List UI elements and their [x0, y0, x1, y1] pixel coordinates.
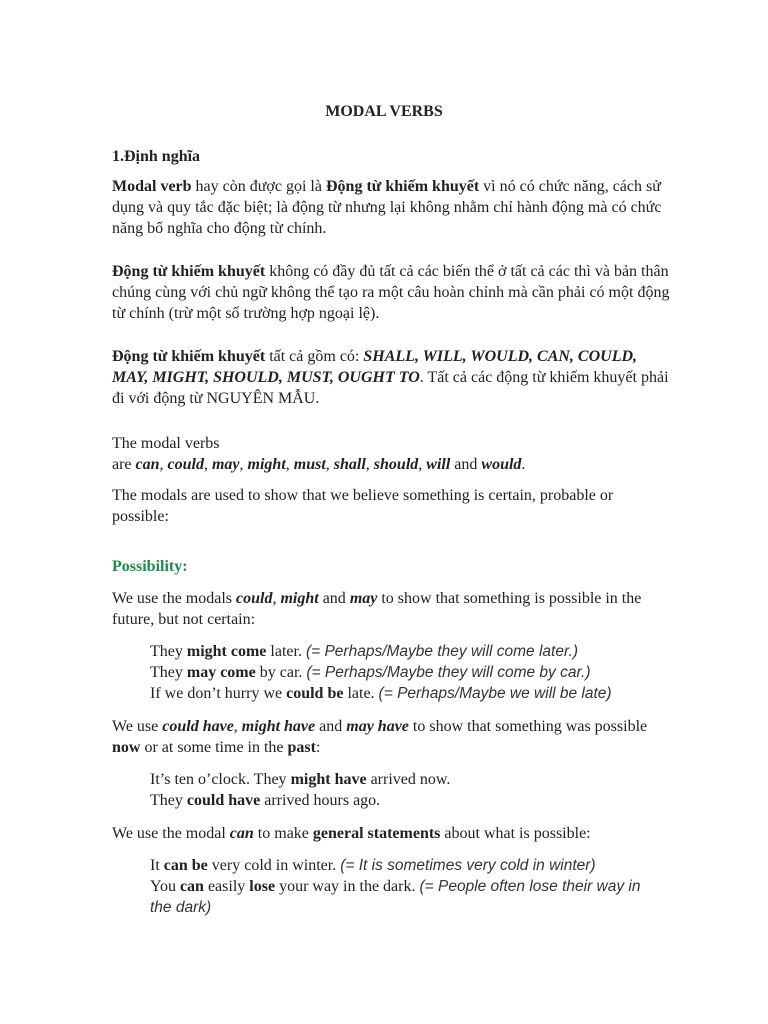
- modal-must: must: [293, 456, 326, 473]
- text: about what is possible:: [440, 825, 591, 842]
- text: ,: [365, 456, 374, 473]
- text: to make: [253, 825, 313, 842]
- example-line: [150, 683, 690, 704]
- example-line: [150, 876, 650, 918]
- text: We use: [112, 718, 163, 735]
- keyword-past: past: [287, 739, 316, 756]
- keyword-general-statements: general statements: [312, 825, 441, 842]
- text: ,: [325, 456, 334, 473]
- text: and: [315, 718, 347, 735]
- text: ,: [285, 456, 294, 473]
- text: ,: [239, 456, 248, 473]
- section-heading-possibility: Possibility:: [112, 558, 188, 575]
- text: We use the modals: [112, 590, 237, 607]
- example-line: [150, 855, 650, 876]
- modal-shall: shall: [333, 456, 366, 473]
- paragraph-future-possibility: [112, 588, 672, 630]
- paragraph-characteristics: [112, 261, 672, 324]
- modal-might: might: [280, 590, 319, 607]
- example-gloss: (= Perhaps/Maybe they will come later.): [305, 643, 579, 660]
- text: ,: [272, 590, 281, 607]
- modal-could: could: [167, 456, 204, 473]
- example-modal: could be: [286, 685, 344, 702]
- text: They: [150, 643, 187, 660]
- example-line: [150, 790, 690, 811]
- keyword-now: now: [112, 739, 141, 756]
- modal-can: can: [229, 825, 254, 842]
- text: arrived hours ago.: [260, 792, 381, 809]
- text: .: [521, 456, 526, 473]
- text: They: [150, 792, 187, 809]
- page-title: MODAL VERBS: [325, 103, 443, 120]
- text: . Tất cả các động từ khiếm khuyết phải đi với động từ NGUYÊN MẪU.: [112, 369, 669, 407]
- text: your way in the dark.: [275, 878, 420, 895]
- example-gloss: (= Perhaps/Maybe they will come by car.): [306, 664, 591, 681]
- example-keyword: lose: [249, 878, 276, 895]
- text: The modal verbs: [112, 435, 220, 452]
- modal-may-have: may have: [346, 718, 409, 735]
- modal-verbs-line: [112, 454, 672, 475]
- text: arrived now.: [366, 771, 451, 788]
- example-modal: could have: [186, 792, 261, 809]
- paragraph-modal-verbs: [112, 433, 672, 475]
- example-gloss: (= Perhaps/Maybe we will be late): [378, 685, 612, 702]
- text: and: [450, 456, 482, 473]
- modal-could: could: [236, 590, 273, 607]
- example-modal: can be: [163, 857, 208, 874]
- modal-might: might: [247, 456, 286, 473]
- text: tất cả gồm có:: [265, 348, 364, 365]
- text: ,: [418, 456, 427, 473]
- examples-future: [150, 641, 690, 704]
- examples-general: [150, 855, 650, 918]
- text: later.: [266, 643, 306, 660]
- paragraph-usage: The modals are used to show that we believe something is certain, probable or possible:: [112, 487, 614, 525]
- text: ,: [203, 456, 212, 473]
- modal-could-have: could have: [162, 718, 234, 735]
- text: :: [315, 739, 321, 756]
- text: to show that something is possible in the future, but not certain:: [112, 590, 642, 628]
- text: are: [112, 456, 136, 473]
- term-vietnamese: Động từ khiếm khuyết: [325, 178, 480, 195]
- text: by car.: [255, 664, 307, 681]
- example-modal: can: [179, 878, 204, 895]
- text: and: [318, 590, 350, 607]
- example-modal: might come: [186, 643, 267, 660]
- text: very cold in winter.: [207, 857, 341, 874]
- text: It: [150, 857, 164, 874]
- modal-can: can: [135, 456, 160, 473]
- example-gloss: (= It is sometimes very cold in winter): [340, 857, 596, 874]
- text: ,: [159, 456, 168, 473]
- example-modal: might have: [290, 771, 367, 788]
- modal-list: SHALL, WILL, WOULD, CAN, COULD, MAY, MIGHT, SHOULD, MUST, OUGHT TO: [112, 348, 638, 386]
- term-vietnamese: Động từ khiếm khuyết: [112, 348, 266, 365]
- example-line: [150, 769, 690, 790]
- text: If we don’t hurry we: [150, 685, 287, 702]
- paragraph-past-possibility: [112, 716, 672, 758]
- paragraph-definition: [112, 176, 672, 239]
- term-vietnamese: Động từ khiếm khuyết: [112, 263, 266, 280]
- section-heading-definition: 1.Định nghĩa: [112, 148, 201, 165]
- text: late.: [343, 685, 379, 702]
- text: They: [150, 664, 187, 681]
- modal-should: should: [373, 456, 419, 473]
- text: It’s ten o’clock. They: [150, 771, 291, 788]
- text: to show that something was possible: [408, 718, 648, 735]
- term-modal-verb: Modal verb: [112, 178, 192, 195]
- text: hay còn được gọi là: [191, 178, 326, 195]
- modal-will: will: [426, 456, 451, 473]
- modal-may: may: [211, 456, 240, 473]
- text: ,: [233, 718, 242, 735]
- text: We use the modal: [112, 825, 230, 842]
- modal-might-have: might have: [241, 718, 316, 735]
- example-line: [150, 662, 690, 683]
- modal-would: would: [481, 456, 522, 473]
- paragraph-general-statements: [112, 823, 672, 844]
- text: You: [150, 878, 180, 895]
- example-gloss: (= People often lose their way in the dark): [150, 878, 641, 916]
- paragraph-list: [112, 346, 672, 409]
- text: vì nó có chức năng, cách sử dụng và quy tắc đặc biệt; là động từ nhưng lại không nhằm chỉ hành động mà có chức năng bổ nghĩa cho động từ chính.: [112, 178, 662, 237]
- examples-past: [150, 769, 690, 811]
- example-line: [150, 641, 690, 662]
- text: or at some time in the: [140, 739, 288, 756]
- text: không có đầy đủ tất cả các biến thể ở tất cả các thì và bản thân chúng cùng với chủ ngữ không thể tạo ra một câu hoàn chỉnh mà cần phải có một động từ chính (trừ một số trường hợp ngoại lệ).: [112, 263, 670, 322]
- example-modal: may come: [186, 664, 256, 681]
- modal-may: may: [349, 590, 378, 607]
- text: easily: [203, 878, 250, 895]
